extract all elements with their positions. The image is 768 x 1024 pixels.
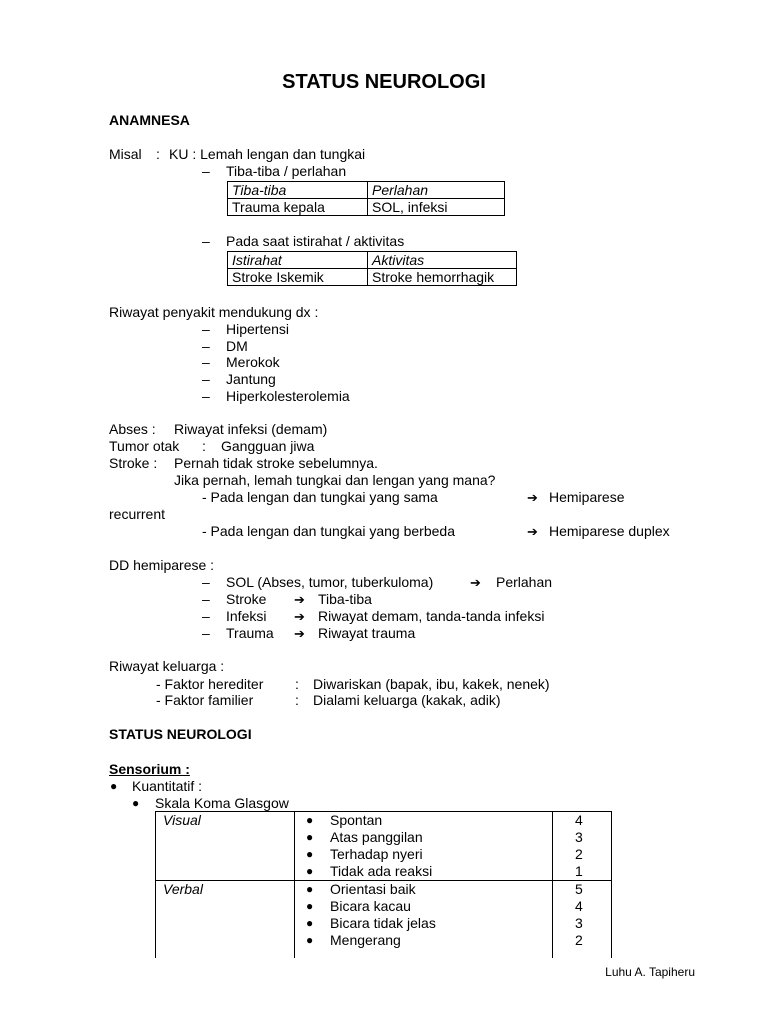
status-heading: STATUS NEUROLOGI — [109, 726, 252, 742]
dash-bullet: – — [202, 163, 210, 179]
skala-label: Skala Koma Glasgow — [155, 795, 289, 811]
bullet-icon: ● — [110, 779, 118, 793]
bullet-icon: ● — [306, 847, 314, 861]
misal-ku: KU : Lemah lengan dan tungkai — [169, 146, 366, 162]
onset-header-1: Tiba-tiba — [228, 182, 368, 199]
dash-bullet: – — [202, 354, 210, 370]
gcs-item-label: Bicara kacau — [330, 898, 411, 914]
onset-table — [227, 181, 505, 216]
bullet-icon: ● — [306, 933, 314, 947]
right-arrow-icon: ➔ — [294, 626, 305, 641]
stroke-label: Stroke : — [109, 455, 158, 471]
bullet-icon: ● — [306, 899, 314, 913]
gcs-item-score: 3 — [575, 915, 583, 931]
gcs-item-score: 4 — [575, 898, 583, 914]
activity-header-2: Aktivitas — [368, 252, 517, 269]
gcs-item-score: 5 — [575, 881, 583, 897]
dd-result: Riwayat trauma — [318, 625, 416, 641]
gcs-table — [155, 811, 612, 958]
activity-header-1: Istirahat — [228, 252, 368, 269]
stroke-option-1: - Pada lengan dan tungkai yang sama — [202, 489, 438, 505]
dd-cause: Infeksi — [226, 608, 267, 624]
bullet-icon: ● — [306, 864, 314, 878]
misal-dash2-text: Pada saat istirahat / aktivitas — [226, 233, 405, 249]
tumor-label: Tumor otak — [109, 438, 180, 454]
bullet-icon: ● — [306, 916, 314, 930]
dash-bullet: – — [202, 321, 210, 337]
gcs-category-verbal: Verbal — [163, 881, 203, 897]
right-arrow-icon: ➔ — [470, 575, 481, 590]
misal-label: Misal — [109, 146, 142, 162]
dd-cause: Stroke — [226, 591, 267, 607]
keluarga-colon: : — [295, 692, 299, 708]
gcs-item-label: Tidak ada reaksi — [330, 863, 433, 879]
tumor-colon: : — [202, 438, 206, 454]
gcs-item-label: Bicara tidak jelas — [330, 915, 436, 931]
keluarga-colon: : — [295, 676, 299, 692]
misal-dash1-text: Tiba-tiba / perlahan — [226, 163, 347, 179]
stroke-option-2: - Pada lengan dan tungkai yang berbeda — [202, 523, 455, 539]
keluarga-label: - Faktor herediter — [156, 676, 264, 692]
stroke-line2: Jika pernah, lemah tungkai dan lengan yang mana? — [174, 472, 496, 488]
dash-bullet: – — [202, 233, 210, 249]
bullet-icon: ● — [306, 813, 314, 827]
keluarga-text: Dialami keluarga (kakak, adik) — [313, 692, 501, 708]
onset-header-2: Perlahan — [368, 182, 505, 199]
gcs-item-score: 4 — [575, 812, 583, 828]
riwayat-item: DM — [226, 338, 248, 354]
dd-cause: SOL (Abses, tumor, tuberkuloma) — [226, 574, 434, 590]
dd-result: Perlahan — [496, 574, 553, 590]
keluarga-label: - Faktor familier — [156, 692, 254, 708]
bullet-icon: ● — [306, 882, 314, 896]
kuantitatif-label: Kuantitatif : — [132, 778, 203, 794]
gcs-item-score: 1 — [575, 863, 583, 879]
stroke-option-1-result: Hemiparese — [549, 489, 625, 505]
misal-colon: : — [156, 146, 160, 162]
gcs-item-label: Mengerang — [330, 932, 401, 948]
dash-bullet: – — [202, 574, 210, 590]
dash-bullet: – — [202, 338, 210, 354]
anamnesa-heading: ANAMNESA — [109, 112, 190, 128]
sensorium-heading: Sensorium : — [109, 761, 190, 777]
gcs-item-score: 3 — [575, 829, 583, 845]
page-title: STATUS NEUROLOGI — [282, 71, 486, 93]
bullet-icon: ● — [132, 796, 140, 810]
right-arrow-icon: ➔ — [527, 524, 538, 539]
onset-cell-2: SOL, infeksi — [368, 199, 505, 216]
bullet-icon: ● — [306, 830, 314, 844]
riwayat-item: Merokok — [226, 354, 280, 370]
riwayat-item: Hiperkolesterolemia — [226, 388, 350, 404]
dash-bullet: – — [202, 608, 210, 624]
gcs-item-score: 2 — [575, 846, 583, 862]
dash-bullet: – — [202, 625, 210, 641]
right-arrow-icon: ➔ — [527, 490, 538, 505]
abses-label: Abses : — [109, 421, 156, 437]
dash-bullet: – — [202, 591, 210, 607]
gcs-item-label: Terhadap nyeri — [330, 846, 423, 862]
abses-text: Riwayat infeksi (demam) — [174, 421, 328, 437]
keluarga-text: Diwariskan (bapak, ibu, kakek, nenek) — [313, 676, 550, 692]
dash-bullet: – — [202, 371, 210, 387]
right-arrow-icon: ➔ — [294, 609, 305, 624]
right-arrow-icon: ➔ — [294, 592, 305, 607]
activity-cell-2: Stroke hemorrhagik — [368, 269, 517, 286]
riwayat-item: Hipertensi — [226, 321, 290, 337]
stroke-option-2-result: Hemiparese duplex — [549, 523, 670, 539]
activity-cell-1: Stroke Iskemik — [228, 269, 368, 286]
gcs-divider — [552, 812, 553, 958]
riwayat-heading: Riwayat penyakit mendukung dx : — [109, 304, 319, 320]
gcs-category-visual: Visual — [163, 812, 201, 828]
riwayat-item: Jantung — [226, 371, 276, 387]
gcs-item-label: Orientasi baik — [330, 881, 416, 897]
stroke-option-1-continuation: recurrent — [109, 506, 166, 522]
dd-cause: Trauma — [226, 625, 274, 641]
dd-heading: DD hemiparese : — [109, 557, 215, 573]
stroke-line1: Pernah tidak stroke sebelumnya. — [174, 455, 378, 471]
dd-result: Riwayat demam, tanda-tanda infeksi — [318, 608, 545, 624]
tumor-text: Gangguan jiwa — [221, 438, 315, 454]
activity-table — [227, 251, 517, 286]
onset-cell-1: Trauma kepala — [228, 199, 368, 216]
gcs-item-label: Spontan — [330, 812, 383, 828]
dd-result: Tiba-tiba — [318, 591, 372, 607]
gcs-item-label: Atas panggilan — [330, 829, 423, 845]
gcs-item-score: 2 — [575, 932, 583, 948]
gcs-divider — [294, 812, 295, 958]
footer-author: Luhu A. Tapiheru — [605, 965, 695, 979]
keluarga-heading: Riwayat keluarga : — [109, 658, 225, 674]
dash-bullet: – — [202, 388, 210, 404]
